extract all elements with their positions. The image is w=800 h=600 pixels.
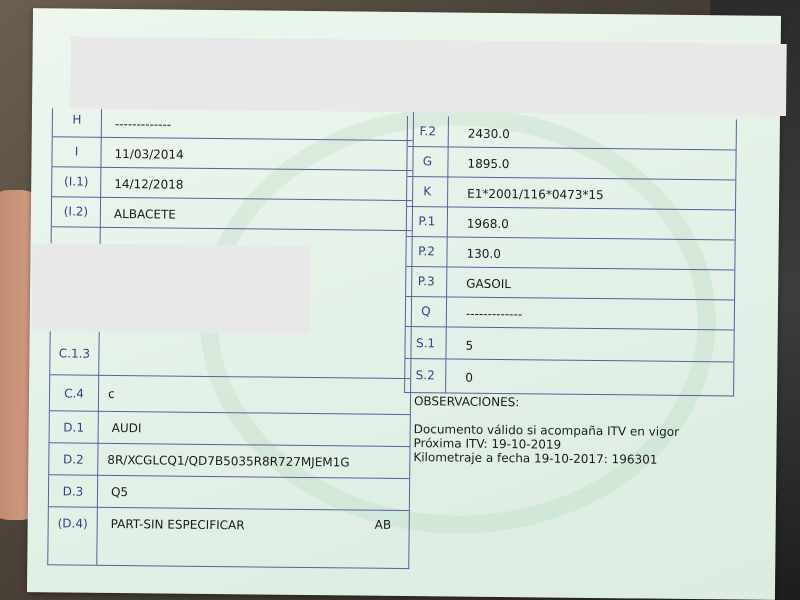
field-value: E1*2001/116*0473*15 (467, 186, 604, 203)
field-code: D.1 (63, 420, 85, 435)
row-i (52, 136, 412, 171)
row-k (407, 176, 735, 210)
field-value: 130.0 (466, 246, 501, 262)
row-p3 (406, 266, 734, 300)
row-p1 (407, 206, 735, 240)
field-code: S.1 (415, 336, 436, 351)
field-value: 11/03/2014 (114, 146, 184, 162)
row-p2 (406, 236, 734, 270)
observaciones-line: Documento válido si acompaña ITV en vigor (413, 422, 680, 439)
field-value: c (107, 386, 115, 401)
field-value: 1895.0 (467, 156, 510, 172)
field-value: ------------- (465, 306, 523, 322)
field-code: K (423, 184, 432, 199)
field-value: GASOIL (466, 276, 512, 292)
field-value: AUDI (111, 420, 142, 436)
field-code: I (74, 144, 79, 159)
row-d4 (49, 506, 409, 542)
field-value: 14/12/2018 (114, 176, 184, 192)
field-code: D.2 (62, 452, 84, 467)
field-value: Q5 (110, 484, 129, 500)
field-code: (I.1) (64, 174, 89, 189)
field-value: 5 (465, 338, 474, 353)
field-value: 1968.0 (466, 216, 509, 232)
field-code: D.3 (62, 484, 84, 499)
field-code: P.2 (418, 244, 436, 259)
row-c4 (50, 374, 410, 415)
field-code: C.1.3 (58, 346, 91, 361)
row-d1 (50, 410, 410, 447)
footer-mark: AB (374, 517, 392, 532)
field-code: S.2 (415, 368, 435, 383)
field-value: ALBACETE (113, 206, 176, 222)
left-field-table (47, 108, 414, 569)
field-value: ------------- (114, 116, 172, 132)
vehicle-document (27, 8, 781, 600)
row-s1 (405, 326, 733, 362)
field-code: G (422, 154, 433, 169)
row-d2 (49, 442, 409, 479)
field-value: 0 (465, 370, 473, 385)
row-i2 (52, 196, 412, 231)
field-value: 2430.0 (467, 126, 510, 142)
field-code: C.4 (64, 386, 85, 401)
field-value: 8R/XCGLCQ1/QD7B5035R8R727MJEM1G (107, 452, 350, 470)
field-code: P.3 (417, 274, 435, 289)
observaciones-line: Próxima ITV: 19-10-2019 (413, 436, 562, 452)
row-s2 (405, 358, 733, 395)
row-i1 (52, 166, 412, 201)
field-code: P.1 (418, 214, 436, 229)
redaction-block (70, 36, 787, 115)
redaction-block (32, 243, 311, 334)
observaciones-heading: OBSERVACIONES: (413, 394, 520, 410)
field-code: (I.2) (63, 204, 89, 219)
observaciones-line: Kilometraje a fecha 19-10-2017: 196301 (413, 450, 658, 467)
field-code: F.2 (419, 124, 437, 139)
field-code: Q (421, 304, 431, 319)
field-value: PART-SIN ESPECIFICAR (110, 516, 245, 533)
right-field-table (404, 116, 737, 396)
row-q (406, 296, 734, 330)
field-code: H (72, 112, 82, 127)
row-d3 (49, 474, 409, 511)
row-g (407, 146, 735, 180)
field-code: (D.4) (57, 516, 88, 531)
row-f2 (408, 116, 736, 150)
